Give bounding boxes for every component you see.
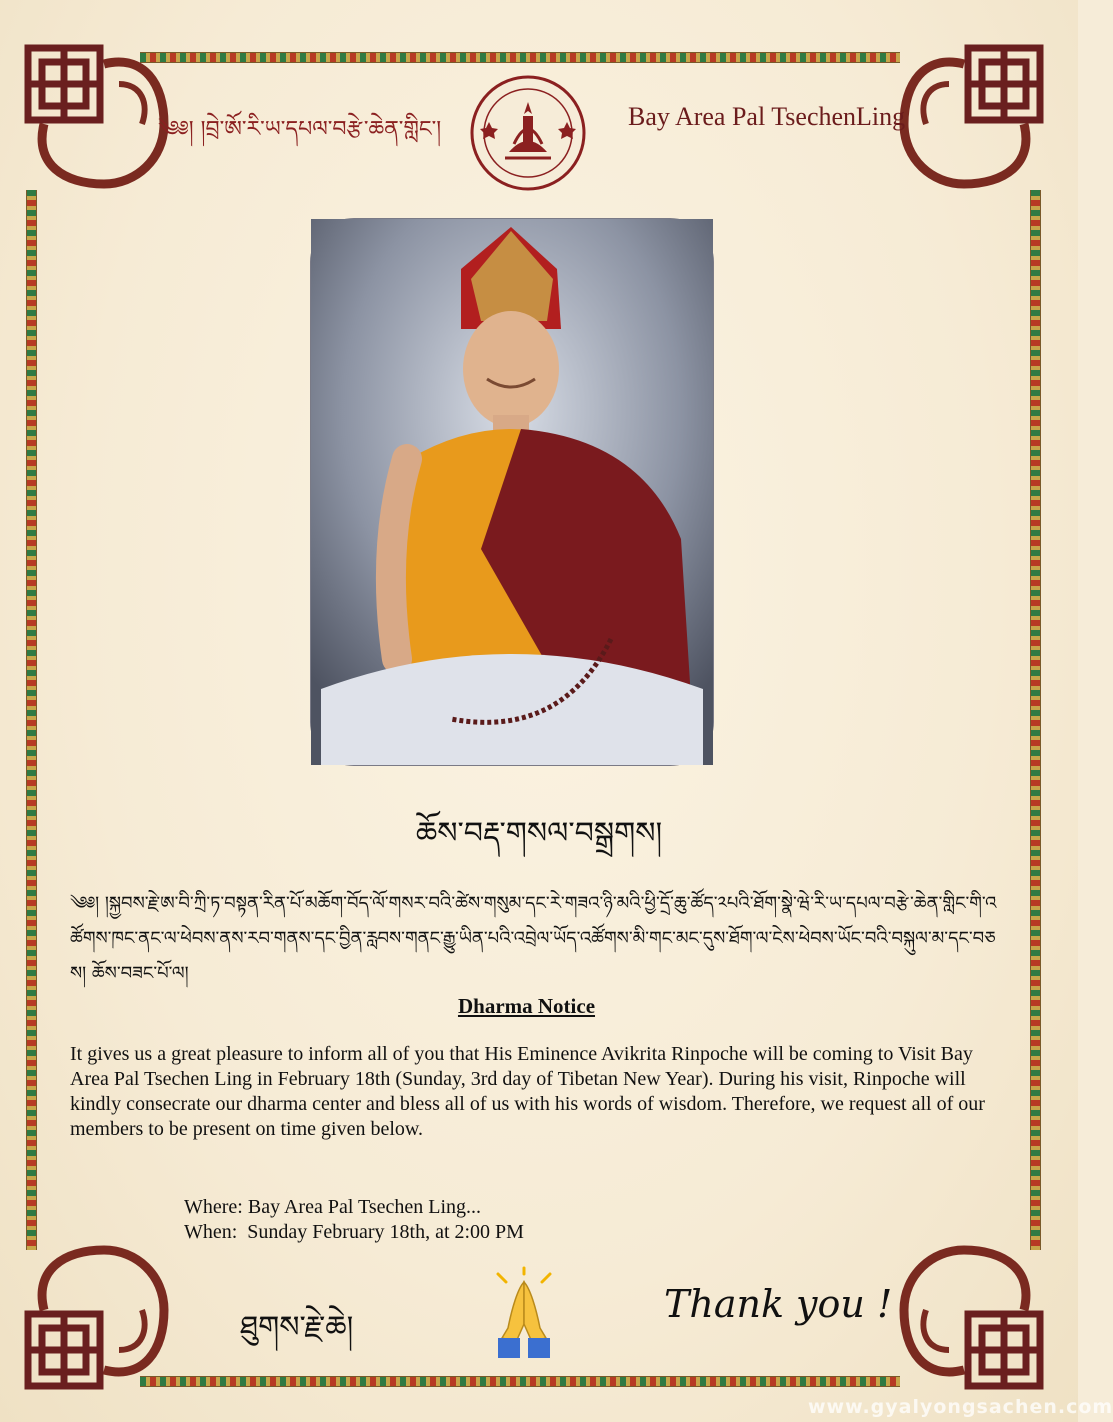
header-tibetan-title: ༄༅། །བྲེ་ཨོ་རི་ཡ་དཔལ་བརྩེ་ཆེན་གླིང་། [158, 117, 442, 142]
event-details [184, 1195, 524, 1245]
event-where: Where: Bay Area Pal Tsechen Ling... [184, 1196, 482, 1218]
header-english-title: Bay Area Pal TsechenLing [628, 102, 906, 131]
english-thanks: Thank you ! [664, 1282, 893, 1326]
site-watermark: www.gyalyongsachen.com [808, 1396, 1113, 1418]
tibetan-thanks: ཐུགས་རྗེ་ཆེ། [240, 1310, 354, 1345]
right-border [1030, 190, 1041, 1250]
portrait-photo [310, 218, 714, 766]
notice-body-text: It gives us a great pleasure to inform all of you that His Eminence Avikrita Rinpoche will be coming to Visit Bay Area Pal Tsechen Ling in February 18th (Sunday, 3rd day of Tibetan New Year). During his visit, Rinpoche will kindly consecrate our dharma center and bless all of us with his words of wisdom. Therefore, we request all of our members to be present on time given below. [70, 1043, 985, 1140]
dharma-notice-heading: Dharma Notice [457, 994, 596, 1018]
endless-knot-icon [24, 44, 174, 194]
event-when: When: Sunday February 18th, at 2:00 PM [184, 1221, 524, 1243]
notice-tibetan-title: ཆོས་བརྡ་གསལ་བསྒྲགས། [415, 816, 663, 851]
left-border [26, 190, 37, 1250]
endless-knot-icon [894, 44, 1044, 194]
praying-hands-icon [488, 1268, 560, 1360]
endless-knot-icon [24, 1240, 174, 1390]
center-seal-logo [469, 74, 587, 192]
tibetan-paragraph: ༄༅། །སྐྱབས་རྗེ་ཨ་བི་ཀྲི་ཏ་བསྟན་རིན་པོ་མཆོག་བོད་ལོ་གསར་བའི་ཚེས་གསུམ་དང་རེ་གཟའ་ཉི་མའི་ཕྱི་དྲོ་ཆུ་ཚོད་༢པའི་ཐོག་སྣེ་ཝེ་རི་ཡ་དཔལ་བརྩེ་ཆེན་གླིང་གི་འཚོགས་ཁང་ནང་ལ་ཕེབས་ནས་རབ་གནས་དང་བྱིན་རླབས་གནང་རྒྱུ་ཡིན་པའི་འབྲེལ་ཡོད་འཚོགས་མི་གང་མང་དུས་ཐོག་ལ་ངེས་ཕེབས་ཡོང་བའི་བསྐུལ་མ་དང་བཅས། ཆོས་བཟང་པོ་ལ། [70, 893, 997, 984]
endless-knot-icon [894, 1240, 1044, 1390]
top-border [140, 52, 900, 63]
